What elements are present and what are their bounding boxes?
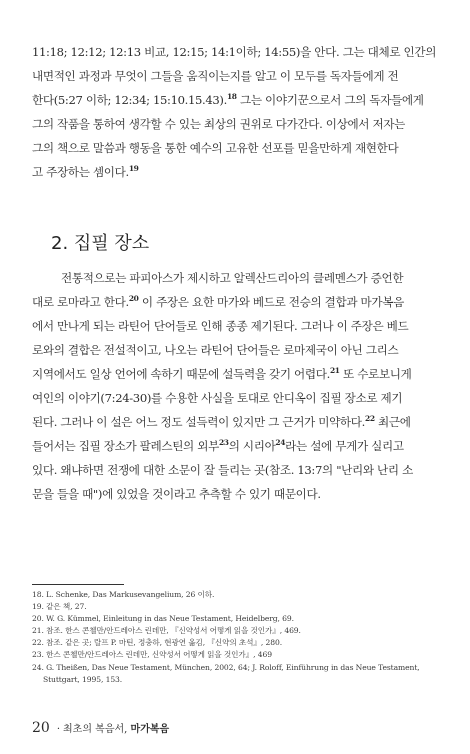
text-line: 그의 작품을 통하여 생각할 수 있는 최상의 권위로 다가간다. 이상에서 저자는 xyxy=(32,117,406,131)
text-segment: 최근에 xyxy=(374,415,411,429)
footnote: 22. 참조. 같은 곳; 랄프 P. 마틴, 정충하, 현광연 옮김, 『신약의 초석』, 280. xyxy=(32,638,283,648)
text-line: 문을 들을 때")에 있었을 것이라고 추측할 수 있기 때문이다. xyxy=(32,487,321,501)
text-segment: 한다(5:27 이하; 12:34; 15:10.15.43). xyxy=(32,93,227,107)
footnote-ref: 23 xyxy=(218,438,229,448)
footnote-ref: 19 xyxy=(128,164,139,174)
footnote: 23. 한스 콘첼만/안드레아스 린데만, 신약성서 어떻게 읽을 것인가』, 469 xyxy=(32,650,272,660)
footnotes xyxy=(32,589,442,686)
text-line: 11:18; 12:12; 12:13 비교, 12:15; 14:1이하; 14:55)을 안다. 그는 대체로 인간의 xyxy=(32,45,436,59)
text-segment: 라는 설에 무게가 실리고 xyxy=(285,439,404,453)
page-number: 20 xyxy=(32,720,50,736)
text-segment: 된다. 그러나 이 설은 어느 정도 설득력이 있지만 그 근거가 미약하다. xyxy=(32,415,365,429)
footnote: 18. L. Schenke, Das Markusevangelium, 26 이하. xyxy=(32,590,215,599)
text-segment: 또 수로보니게 xyxy=(339,367,412,381)
footnote: 20. W. G. Kümmel, Einleitung in das Neue Testament, Heidelberg, 69. xyxy=(32,614,294,624)
text-segment: 의 시리아 xyxy=(228,439,276,453)
book-title: 최초의 복음서, xyxy=(63,724,128,735)
text-line xyxy=(32,362,436,386)
page-footer xyxy=(32,720,169,736)
text-line: 내면적인 과정과 무엇이 그들을 움직이는지를 알고 이 모두를 독자들에게 전 xyxy=(32,69,399,83)
text-segment: 고 주장하는 셈이다. xyxy=(32,165,129,179)
text-line: 그의 책으로 말씀과 행동을 통한 예수의 고유한 선포를 믿을만하게 재현한다 xyxy=(32,141,399,155)
footnote-ref: 20 xyxy=(128,294,139,304)
footnote: 19. 같은 책, 27. xyxy=(32,602,87,612)
text-line xyxy=(32,434,436,458)
text-line: 있다. 왜냐하면 전쟁에 대한 소문이 잘 들리는 곳(참조. 13:7의 "난리와 난리 소 xyxy=(32,463,413,477)
text-segment: 대로 로마라고 한다. xyxy=(32,295,129,309)
continued-paragraph xyxy=(32,40,436,184)
text-line xyxy=(32,290,436,314)
text-segment: 지역에서도 일상 언어에 속하기 때문에 설득력을 갖기 어렵다. xyxy=(32,367,330,381)
text-line xyxy=(32,88,436,112)
body-paragraph xyxy=(32,266,436,506)
text-segment: 그는 이야기꾼으로서 그의 독자들에게 xyxy=(236,93,424,107)
text-line: 여인의 이야기(7:24-30)를 수용한 사실을 토대로 안디옥이 집필 장소로 제기 xyxy=(32,391,403,405)
footnote-divider xyxy=(32,584,124,585)
footnote-ref: 22 xyxy=(364,414,375,424)
text-line xyxy=(32,160,436,184)
text-line: 로와의 결합은 전설적이고, 나오는 라틴어 단어들은 로마제국이 아닌 그리스 xyxy=(32,343,399,357)
text-line: 전통적으로는 파피아스가 제시하고 알렉산드리아의 클레멘스가 증언한 xyxy=(61,271,404,285)
footnote-continuation: Stuttgart, 1995, 153. xyxy=(43,674,123,684)
footnote: 24. G. Theißen, Das Neue Testament, München, 2002, 64; J. Roloff, Einführung in das Neue Testament, xyxy=(32,662,420,672)
footnote-ref: 18 xyxy=(226,92,237,102)
footer-separator: · xyxy=(56,724,61,735)
footnote-ref: 24 xyxy=(275,438,286,448)
text-segment: 이 주장은 요한 마가와 베드로 전승의 결합과 마가복음 xyxy=(138,295,404,309)
text-line xyxy=(32,410,436,434)
book-subtitle: 마가복음 xyxy=(130,724,170,735)
text-segment: 들어서는 집필 장소가 팔레스틴의 외부 xyxy=(32,439,219,453)
section-heading: 2. 집필 장소 xyxy=(51,233,150,254)
text-line: 에서 만나게 되는 라틴어 단어들로 인해 종종 제기된다. 그러나 이 주장은 베드 xyxy=(32,319,409,333)
footnote: 21. 참조. 한스 콘첼만/안드레아스 린데만, 『신약성서 어떻게 읽을 것인가』, 469. xyxy=(32,626,301,636)
footnote-ref: 21 xyxy=(329,366,340,376)
